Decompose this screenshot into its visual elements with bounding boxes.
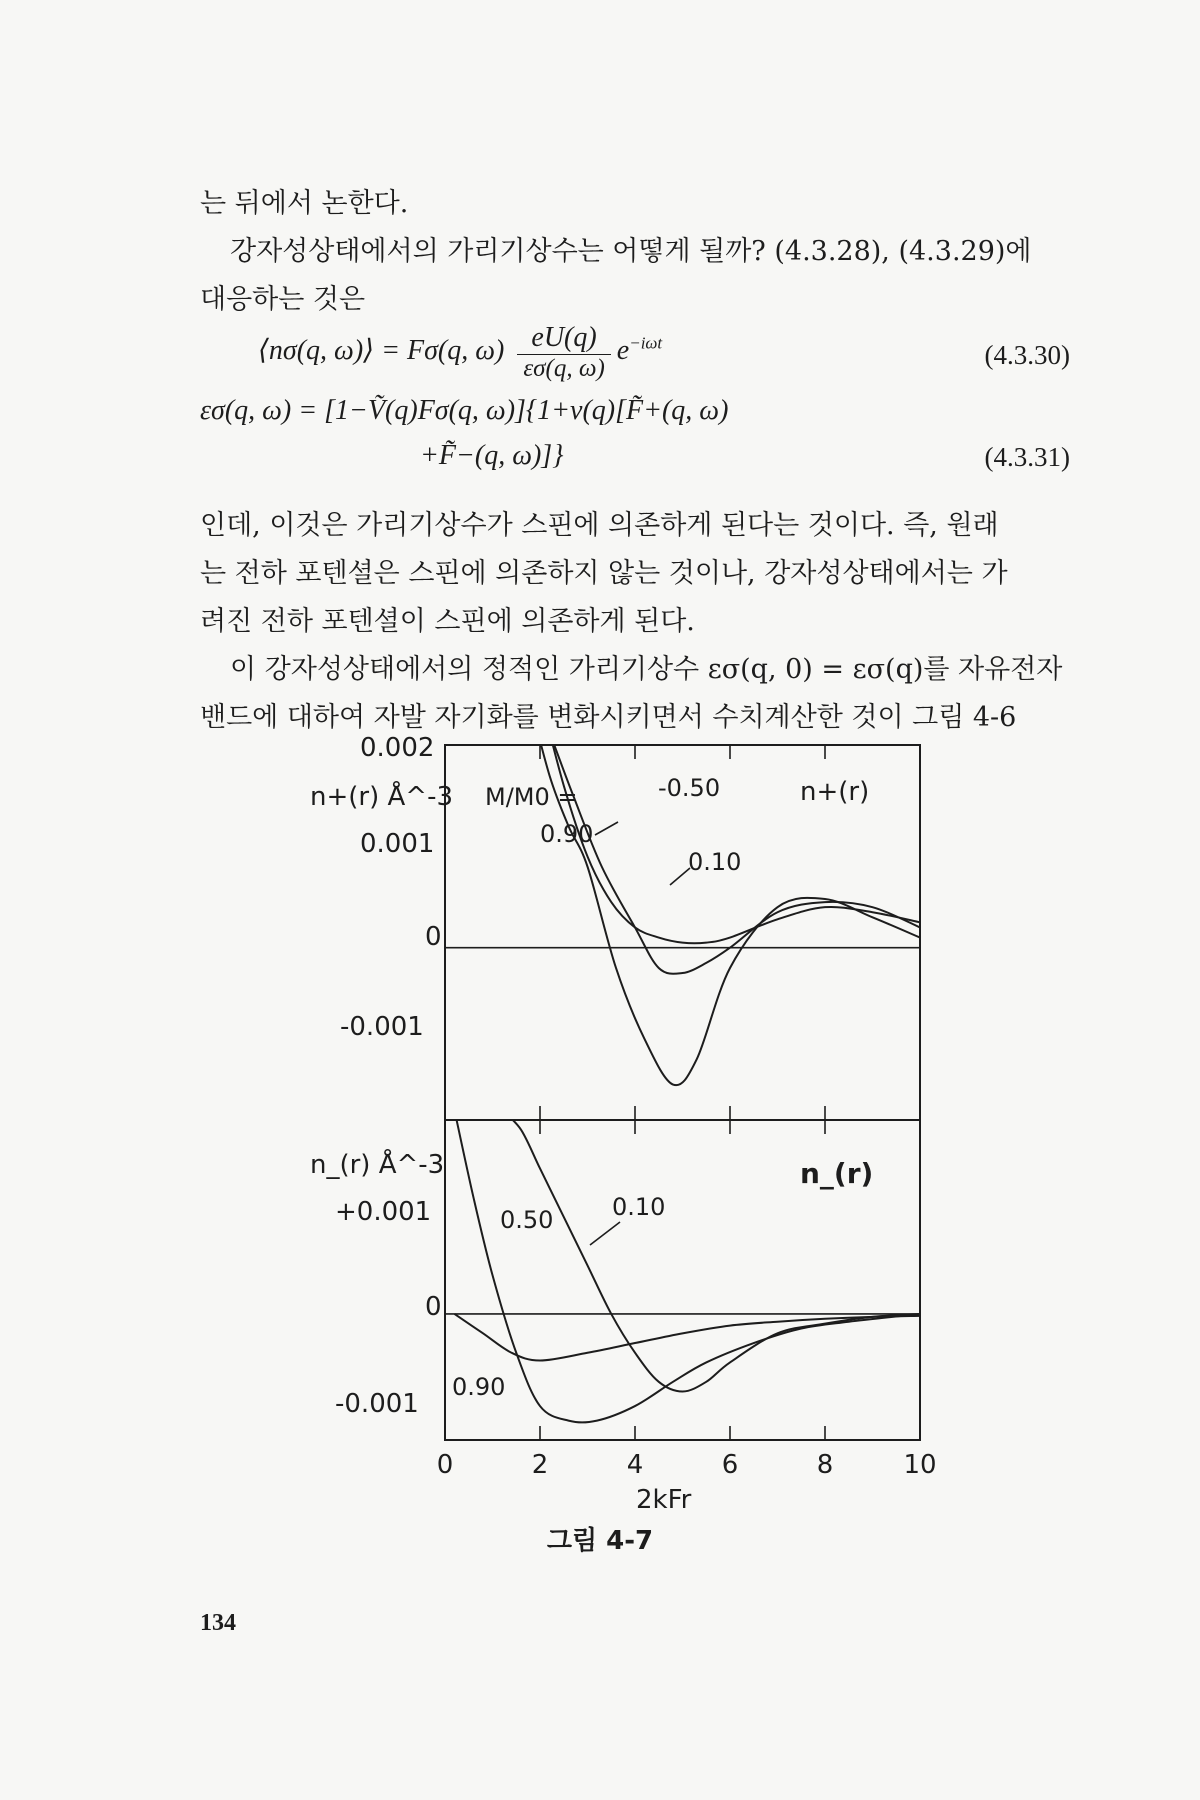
annotation-bottom-010: 0.10: [612, 1193, 666, 1221]
x-axis-label: 2kFr: [636, 1485, 692, 1515]
top-series: [445, 694, 920, 1085]
text-line-2: 강자성상태에서의 가리기상수는 어떻게 될까? (4.3.28), (4.3.29)에: [230, 236, 1032, 267]
leader-top-010: [670, 868, 690, 885]
figure-caption: 그림 4-7: [546, 1526, 654, 1556]
ytick-top-0.001: 0.001: [360, 829, 435, 859]
eq30-numerator: eU(q): [517, 322, 610, 355]
ytick-top-neg0.001: -0.001: [340, 1012, 424, 1042]
para3-line-2: 밴드에 대하여 자발 자기화를 변화시키면서 수치계산한 것이 그림 4-6: [200, 702, 1017, 733]
ytick-top-0.002: 0.002: [360, 733, 435, 763]
ytick-bottom-plus0.001: +0.001: [335, 1197, 432, 1227]
leader-top-090: [595, 822, 618, 835]
bottom-title: n_(r): [800, 1157, 874, 1190]
top-ylabel: n+(r) Å^-3: [310, 782, 453, 812]
para3-line-1: 이 강자성상태에서의 정적인 가리기상수 εσ(q, 0) = εσ(q)를 자유전자: [230, 654, 1063, 685]
text-line-1: 는 뒤에서 논한다.: [200, 188, 409, 219]
bottom-ylabel: n_(r) Å^-3: [310, 1150, 445, 1180]
equation-4-3-31-line2: +F̃−(q, ω)]}: [420, 440, 564, 471]
annotation-bottom-050: 0.50: [500, 1206, 554, 1234]
annotation-top-090: 0.90: [540, 820, 594, 848]
top-series-090: [528, 694, 920, 1085]
equation-number-30: (4.3.30): [984, 340, 1070, 370]
equation-number-31: (4.3.31): [984, 442, 1070, 472]
text-line-3: 대응하는 것은: [200, 284, 366, 315]
legend-title: M/M0 =: [485, 783, 578, 811]
leader-bottom-010: [590, 1222, 620, 1245]
ytick-bottom-0: 0: [425, 1292, 442, 1322]
bottom-series-010: [502, 1110, 920, 1391]
xtick-label-2: 2: [531, 1450, 549, 1480]
annotation-top-050: -0.50: [658, 774, 721, 802]
top-axis-labels: [310, 733, 869, 1042]
xtick-label-0: 0: [436, 1450, 454, 1480]
ytick-top-0: 0: [425, 922, 442, 952]
xtick-label-6: 6: [721, 1450, 739, 1480]
equation-4-3-31-line1: εσ(q, ω) = [1−Ṽ(q)Fσ(q, ω)]{1+v(q)[F̃+(q, ω): [200, 395, 729, 426]
page-number: 134: [200, 1610, 236, 1636]
xtick-label-4: 4: [626, 1450, 644, 1480]
xtick-label-8: 8: [816, 1450, 834, 1480]
annotation-bottom-090: 0.90: [452, 1373, 506, 1401]
axis-ticks: [437, 745, 937, 1480]
eq30-denominator: εσ(q, ω): [523, 355, 605, 382]
curve-annotations: [452, 774, 741, 1401]
ytick-bottom-neg0.001: -0.001: [335, 1389, 419, 1419]
xtick-label-10: 10: [903, 1450, 937, 1480]
annotation-top-010: 0.10: [688, 848, 742, 876]
eq30-exponent: −iωt: [629, 333, 663, 353]
para2-line-3: 려진 전하 포텐셜이 스핀에 의존하게 된다.: [200, 606, 695, 637]
para2-line-1: 인데, 이것은 가리기상수가 스핀에 의존하게 된다는 것이다. 즉, 원래: [200, 510, 999, 541]
eq30-exp: e: [616, 334, 630, 366]
eq30-lhs: ⟨nσ(q, ω)⟩ = Fσ(q, ω): [258, 334, 505, 366]
para2-line-2: 는 전하 포텐셜은 스핀에 의존하지 않는 것이나, 강자성상태에서는 가: [200, 558, 1008, 589]
top-title: n+(r): [800, 777, 870, 807]
